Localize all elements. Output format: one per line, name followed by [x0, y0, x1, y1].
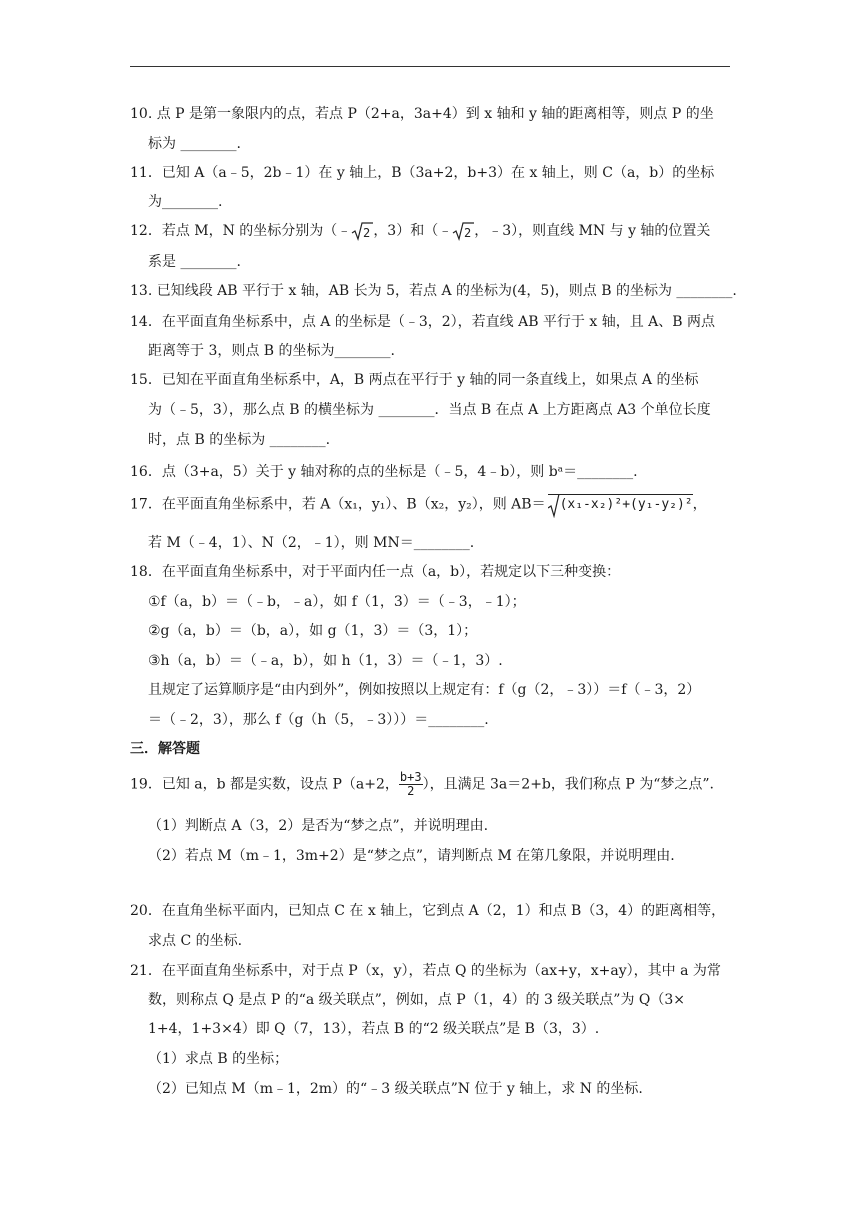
question-19-line1 — [130, 771, 714, 798]
question-18-rule-g: ②g（a，b）＝（b，a），如 g（1，3）＝（3，1）； — [148, 623, 478, 639]
fraction-numerator: b+3 — [399, 770, 422, 784]
question-10-line1: 10. 点 P 是第一象限内的点，若点 P（2+a，3a+4）到 x 轴和 y 轴的距离相等，则点 P 的坐 — [130, 106, 714, 122]
question-14-line1: 14．在平面直角坐标系中，点 A 的坐标是（﹣3，2），若直线 AB 平行于 x 轴，且 A、B 两点 — [130, 314, 716, 330]
question-15-line3: 时，点 B 的坐标为 ________. — [148, 432, 331, 448]
fraction-denominator: 2 — [407, 784, 415, 798]
header-rule — [130, 66, 730, 67]
question-15-line2: 为（﹣5，3），那么点 B 的横坐标为 ________．当点 B 在点 A 上方距离点 A3 个单位长度 — [148, 402, 711, 418]
fraction-b-plus-3-over-2 — [399, 771, 423, 798]
q12-text-part1: 12．若点 M，N 的坐标分别为（﹣ — [130, 223, 352, 239]
question-21-part2: （2）已知点 M（m﹣1，2m）的“﹣3 级关联点”N 位于 y 轴上，求 N 的坐标. — [148, 1081, 643, 1097]
q17-text-part1: 17．在平面直角坐标系中，若 A（x₁，y₁）、B（x₂，y₂），则 AB＝ — [130, 496, 546, 513]
question-21-line1: 21．在平面直角坐标系中，对于点 P（x，y），若点 Q 的坐标为（ax+y，x+ay），其中 a 为常 — [130, 963, 721, 979]
radical-sign-icon — [548, 494, 560, 518]
question-21-line2: 数，则称点 Q 是点 P 的“a 级关联点”，例如，点 P（1，4）的 3 级关联点”为 Q（3× — [148, 992, 686, 1008]
sqrt2-symbol — [351, 221, 373, 241]
question-20-line2: 求点 C 的坐标. — [148, 933, 243, 949]
question-11-line1: 11．已知 A（a﹣5，2b﹣1）在 y 轴上，B（3a+2，b+3）在 x 轴上，则 C（a，b）的坐标 — [130, 165, 715, 181]
question-13-line: 13. 已知线段 AB 平行于 x 轴，AB 长为 5，若点 A 的坐标为(4，5)，则点 B 的坐标为 ________. — [130, 283, 737, 299]
q12-text-part3: ，﹣3），则直线 MN 与 y 轴的位置关 — [474, 223, 711, 239]
question-17-line1 — [130, 494, 707, 515]
question-18-rule-h: ③h（a，b）＝（﹣a，b），如 h（1，3）＝（﹣1，3）. — [148, 653, 503, 669]
question-18-line1: 18．在平面直角坐标系中，对于平面内任一点（a，b），若规定以下三种变换： — [130, 564, 621, 580]
question-21-line3: 1+4，1+3×4）即 Q（7，13），若点 B 的“2 级关联点”是 B（3，3）. — [148, 1021, 600, 1037]
question-20-line1: 20．在直角坐标平面内，已知点 C 在 x 轴上，它到点 A（2，1）和点 B（3，4）的距离相等， — [130, 903, 726, 919]
question-17-line2: 若 M（﹣4，1）、N（2，﹣1），则 MN＝________. — [148, 535, 475, 551]
question-12-line2: 系是 ________. — [148, 254, 241, 270]
question-19-part2: （2）若点 M（m﹣1，3m+2）是“梦之点”，请判断点 M 在第几象限，并说明理由. — [148, 848, 675, 864]
svg-text:2: 2 — [464, 226, 472, 240]
question-11-line2: 为________. — [148, 194, 223, 210]
question-19-part1: （1）判断点 A（3，2）是否为“梦之点”，并说明理由. — [148, 818, 489, 834]
sqrt-content: (x₁-x₂)²+(y₁-y₂)² — [559, 497, 693, 512]
question-10-line2: 标为 ________. — [148, 136, 241, 152]
question-18-line6: ＝（﹣2，3），那么 f（g（h（5，﹣3）））＝________. — [148, 712, 489, 728]
question-21-part1: （1）求点 B 的坐标； — [148, 1051, 289, 1067]
section-heading-answer: 三．解答题 — [130, 741, 200, 757]
q12-text-part2: ，3）和（﹣ — [373, 223, 453, 239]
sqrt-distance-formula — [548, 494, 693, 515]
question-15-line1: 15．已知在平面直角坐标系中，A，B 两点在平行于 y 轴的同一条直线上，如果点 A 的坐标 — [130, 372, 699, 388]
question-14-line2: 距离等于 3，则点 B 的坐标为________. — [148, 343, 395, 359]
sqrt2-symbol — [452, 221, 474, 241]
question-16-line: 16．点（3+a，5）关于 y 轴对称的点的坐标是（﹣5，4﹣b），则 bᵃ＝________. — [130, 464, 638, 480]
q19-text-part2: ），且满足 3a＝2+b，我们称点 P 为“梦之点”. — [422, 776, 714, 793]
question-18-rule-f: ①f（a，b）＝（﹣b，﹣a），如 f（1，3）＝（﹣3，﹣1）； — [148, 594, 526, 610]
question-18-line5: 且规定了运算顺序是“由内到外”，例如按照以上规定有：f（g（2，﹣3））＝f（﹣3，2） — [148, 682, 701, 698]
question-12-line1 — [130, 221, 710, 241]
q17-text-part2: ， — [692, 496, 707, 513]
q19-text-part1: 19．已知 a，b 都是实数，设点 P（a+2， — [130, 776, 399, 793]
svg-text:2: 2 — [363, 226, 371, 240]
